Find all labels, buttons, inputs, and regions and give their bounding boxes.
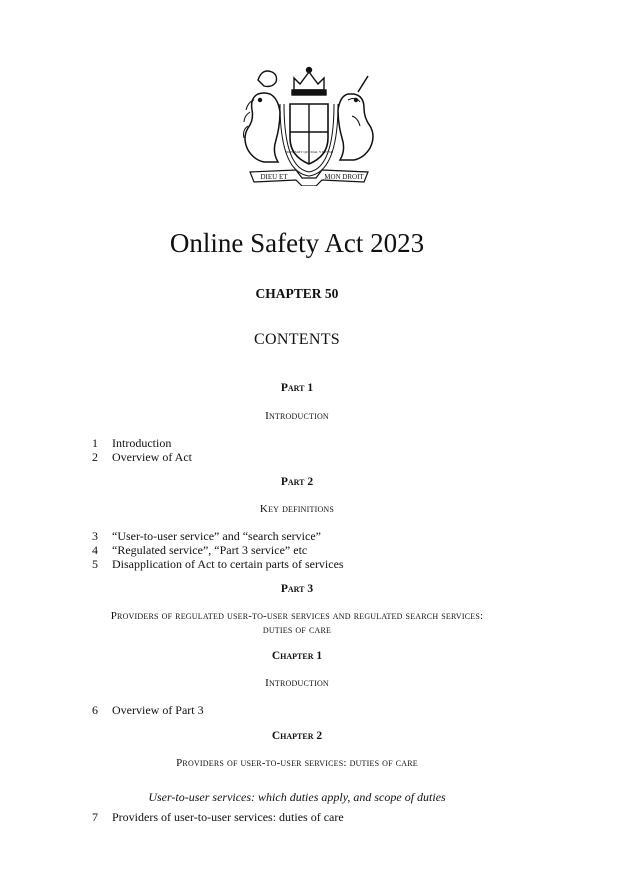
chapter-number: CHAPTER 50 bbox=[255, 286, 339, 301]
crest-motto-right: MON DROIT bbox=[324, 173, 364, 181]
part-3-heading-line-2: duties of care bbox=[262, 624, 332, 636]
crest-garter-motto: HONI SOIT QUI MAL Y PENSE bbox=[285, 150, 333, 154]
part-2-heading: Key definitions bbox=[259, 503, 335, 515]
part-3-label: Part 3 bbox=[280, 583, 314, 595]
toc-entry-number: 5 bbox=[92, 557, 98, 571]
crest-motto-left: DIEU ET bbox=[260, 173, 288, 181]
toc-entry-text: Overview of Part 3 bbox=[112, 703, 204, 717]
toc-entry-text: “User-to-user service” and “search service” bbox=[112, 529, 321, 543]
chapter-1-heading: Introduction bbox=[265, 677, 329, 689]
contents-heading: CONTENTS bbox=[254, 331, 340, 348]
part-2-label: Part 2 bbox=[280, 476, 314, 488]
toc-entry-number: 7 bbox=[92, 810, 98, 824]
part-1-heading: Introduction bbox=[265, 410, 329, 422]
toc-entry-text: Overview of Act bbox=[112, 450, 192, 464]
part-1-label: Part 1 bbox=[280, 382, 314, 394]
toc-entry-text: Providers of user-to-user services: duties of care bbox=[112, 810, 344, 824]
toc-entry-text: “Regulated service”, “Part 3 service” etc bbox=[112, 543, 308, 557]
toc-entry-text: Introduction bbox=[112, 436, 172, 450]
toc-entry-number: 4 bbox=[92, 543, 98, 557]
chapter-2-subheading: User-to-user services: which duties apply, and scope of duties bbox=[148, 790, 446, 804]
chapter-1-label: Chapter 1 bbox=[271, 650, 323, 662]
royal-coat-of-arms-logo bbox=[236, 60, 382, 186]
part-3-heading-line-1: Providers of regulated user-to-user services and regulated search services: bbox=[110, 610, 484, 622]
toc-entry-text: Disapplication of Act to certain parts of services bbox=[112, 557, 344, 571]
toc-entry-number: 3 bbox=[92, 529, 98, 543]
toc-entry-number: 1 bbox=[92, 436, 98, 450]
chapter-2-heading: Providers of user-to-user services: duties of care bbox=[176, 757, 418, 769]
toc-entry-number: 2 bbox=[92, 450, 98, 464]
toc-entry-number: 6 bbox=[92, 703, 98, 717]
chapter-2-label: Chapter 2 bbox=[271, 730, 323, 742]
act-title: Online Safety Act 2023 bbox=[169, 228, 425, 258]
